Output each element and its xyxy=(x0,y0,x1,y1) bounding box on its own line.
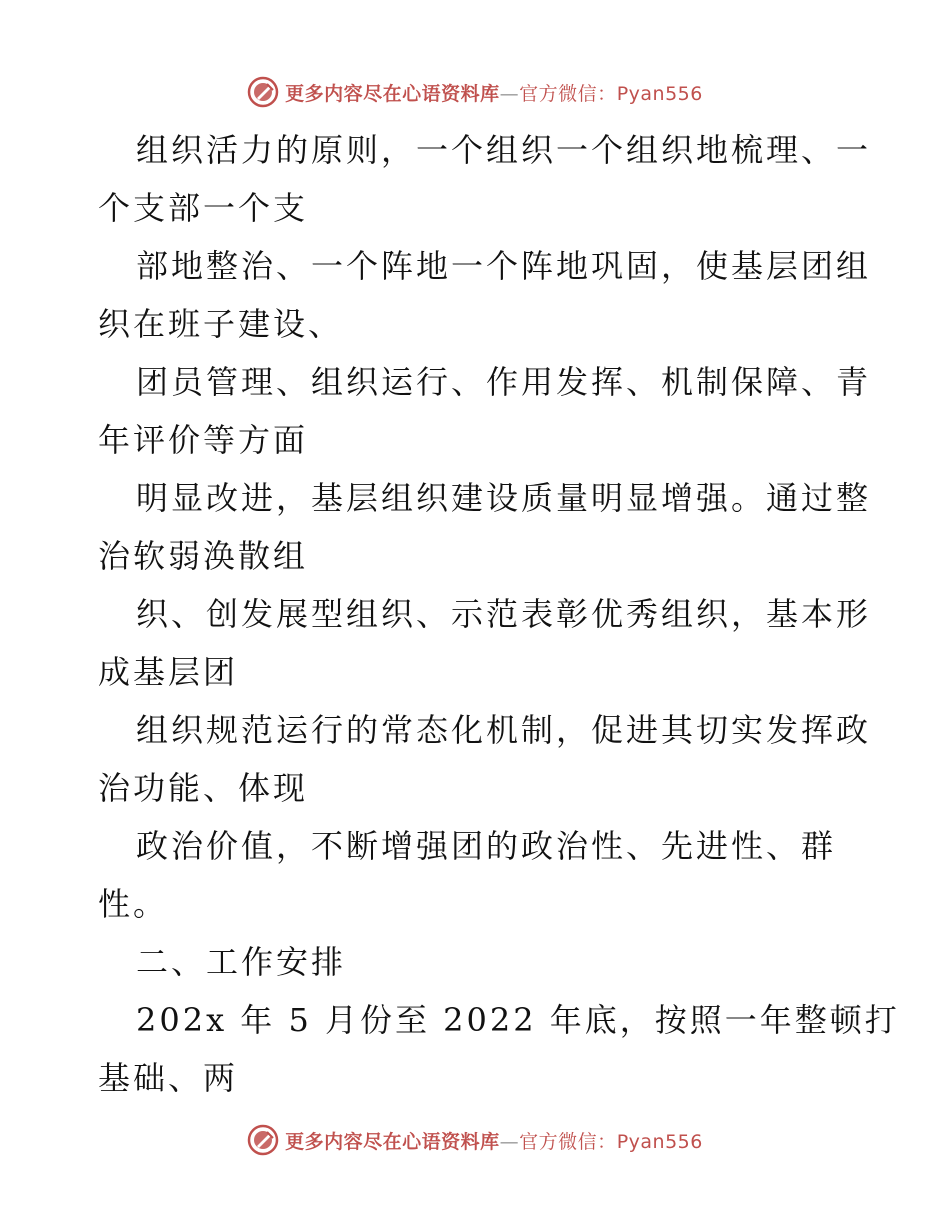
body-line: 织、创发展型组织、示范表彰优秀组织，基本形 xyxy=(136,595,872,633)
body-line: 治功能、体现 xyxy=(98,769,309,807)
watermark-text xyxy=(285,1127,703,1154)
body-line: 明显改进，基层组织建设质量明显增强。通过整 xyxy=(136,479,872,517)
body-line: 年评价等方面 xyxy=(98,421,309,459)
body-line: 性。 xyxy=(98,885,169,923)
seal-pen-logo-icon xyxy=(247,1124,279,1156)
watermark-wechat-id: Pyan556 xyxy=(616,1130,703,1153)
body-line: 基础、两 xyxy=(98,1059,239,1097)
section-heading: 二、工作安排 xyxy=(136,943,347,981)
footer-watermark xyxy=(0,1120,950,1160)
body-line: 202x 年 5 月份至 2022 年底，按照一年整顿打 xyxy=(136,1001,900,1039)
watermark-separator: — xyxy=(499,1130,520,1153)
watermark-brand: 更多内容尽在心语资料库 xyxy=(285,82,500,105)
body-line: 组织活力的原则，一个组织一个组织地梳理、一 xyxy=(136,131,872,169)
body-line: 织在班子建设、 xyxy=(98,305,344,343)
body-line: 政治价值，不断增强团的政治性、先进性、群 xyxy=(136,827,837,865)
watermark-wechat-label: 官方微信： xyxy=(519,1130,617,1153)
body-line: 治软弱涣散组 xyxy=(98,537,309,575)
body-line: 个支部一个支 xyxy=(98,189,309,227)
watermark-brand: 更多内容尽在心语资料库 xyxy=(285,1130,500,1153)
body-line: 组织规范运行的常态化机制，促进其切实发挥政 xyxy=(136,711,872,749)
watermark-wechat-id: Pyan556 xyxy=(616,82,703,105)
watermark-separator: — xyxy=(499,82,520,105)
body-line: 部地整治、一个阵地一个阵地巩固，使基层团组 xyxy=(136,247,872,285)
watermark-text xyxy=(285,79,703,106)
seal-pen-logo-icon xyxy=(247,76,279,108)
body-line: 团员管理、组织运行、作用发挥、机制保障、青 xyxy=(136,363,872,401)
watermark-wechat-label: 官方微信： xyxy=(519,82,617,105)
body-line: 成基层团 xyxy=(98,653,239,691)
header-watermark xyxy=(0,72,950,112)
